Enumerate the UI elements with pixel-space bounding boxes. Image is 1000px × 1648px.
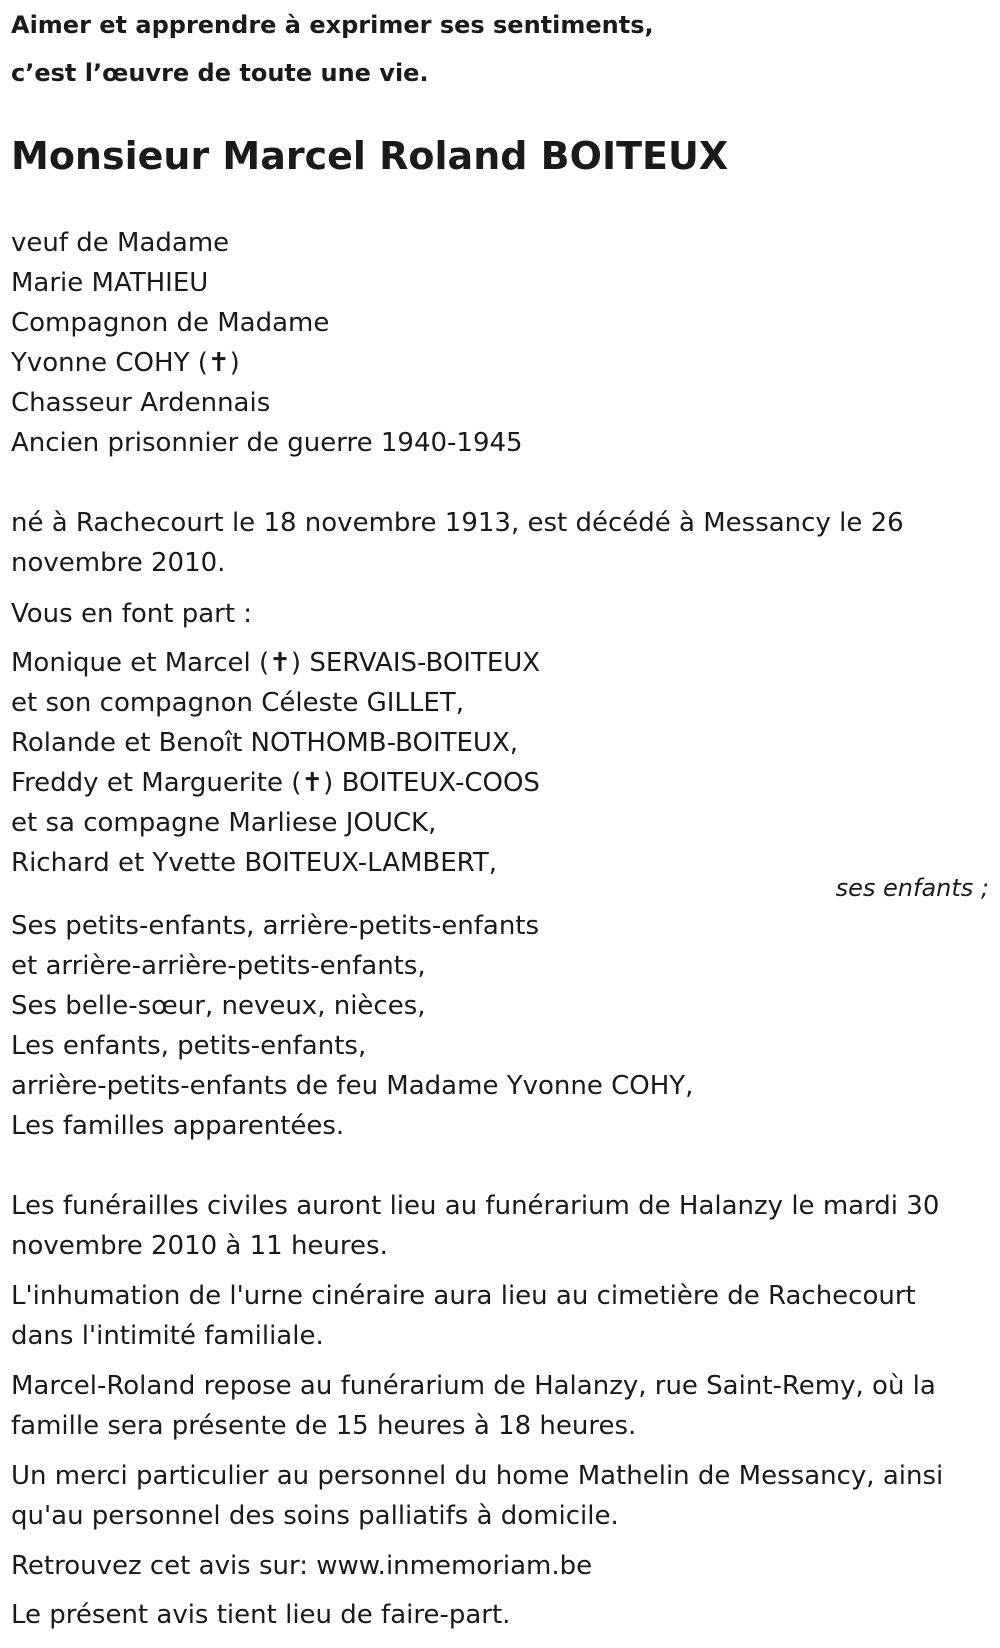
announce-line: Vous en font part : bbox=[11, 599, 253, 629]
family-line: Les familles apparentées. bbox=[11, 1111, 345, 1141]
thanks-line: Un merci particulier au personnel du home Mathelin de Messancy, ainsi bbox=[11, 1461, 944, 1491]
child-line: Rolande et Benoît NOTHOMB-BOITEUX, bbox=[11, 728, 519, 758]
quote-line-2: c’est l’œuvre de toute une vie. bbox=[11, 59, 429, 87]
repose-paragraph bbox=[11, 1366, 991, 1446]
family-line: Ses petits-enfants, arrière-petits-enfants bbox=[11, 911, 540, 941]
repose-line: famille sera présente de 15 heures à 18 heures. bbox=[11, 1411, 637, 1441]
thanks-line: qu'au personnel des soins palliatifs à domicile. bbox=[11, 1501, 619, 1531]
funeral-line: novembre 2010 à 11 heures. bbox=[11, 1231, 388, 1261]
thanks-paragraph bbox=[11, 1456, 991, 1536]
birth-death-paragraph bbox=[11, 503, 991, 583]
funeral-line: Les funérailles civiles auront lieu au funérarium de Halanzy le mardi 30 bbox=[11, 1191, 940, 1221]
repose-line: Marcel-Roland repose au funérarium de Halanzy, rue Saint-Remy, où la bbox=[11, 1371, 936, 1401]
quote-line-1: Aimer et apprendre à exprimer ses sentiments, bbox=[11, 11, 654, 39]
detail-line: veuf de Madame bbox=[11, 228, 230, 258]
website-line: Retrouvez cet avis sur: www.inmemoriam.be bbox=[11, 1551, 593, 1581]
family-line: arrière-petits-enfants de feu Madame Yvonne COHY, bbox=[11, 1071, 694, 1101]
detail-line: Chasseur Ardennais bbox=[11, 388, 271, 418]
deceased-details bbox=[11, 223, 991, 463]
deceased-name: Monsieur Marcel Roland BOITEUX bbox=[11, 134, 729, 178]
detail-line: Ancien prisonnier de guerre 1940-1945 bbox=[11, 428, 523, 458]
child-line: Richard et Yvette BOITEUX-LAMBERT, bbox=[11, 848, 498, 878]
family-line: Ses belle-sœur, neveux, nièces, bbox=[11, 991, 426, 1021]
children-list bbox=[11, 643, 991, 883]
child-line: et sa compagne Marliese JOUCK, bbox=[11, 808, 437, 838]
detail-line: Compagnon de Madame bbox=[11, 308, 330, 338]
child-line: Freddy et Marguerite (✝) BOITEUX-COOS bbox=[11, 768, 540, 798]
inhumation-line: dans l'intimité familiale. bbox=[11, 1321, 324, 1351]
child-line: Monique et Marcel (✝) SERVAIS-BOITEUX bbox=[11, 648, 541, 678]
detail-line: Yvonne COHY (✝) bbox=[11, 348, 240, 378]
children-label: ses enfants ; bbox=[835, 874, 989, 902]
child-line: et son compagnon Céleste GILLET, bbox=[11, 688, 464, 718]
closing-line: Le présent avis tient lieu de faire-part. bbox=[11, 1600, 511, 1630]
funeral-paragraph bbox=[11, 1186, 991, 1266]
inhumation-paragraph bbox=[11, 1276, 991, 1356]
inhumation-line: L'inhumation de l'urne cinéraire aura lieu au cimetière de Rachecourt bbox=[11, 1281, 916, 1311]
family-line: Les enfants, petits-enfants, bbox=[11, 1031, 367, 1061]
family-list bbox=[11, 906, 991, 1146]
detail-line: Marie MATHIEU bbox=[11, 268, 209, 298]
birth-death-line: né à Rachecourt le 18 novembre 1913, est décédé à Messancy le 26 bbox=[11, 508, 904, 538]
family-line: et arrière-arrière-petits-enfants, bbox=[11, 951, 426, 981]
birth-death-line: novembre 2010. bbox=[11, 548, 226, 578]
